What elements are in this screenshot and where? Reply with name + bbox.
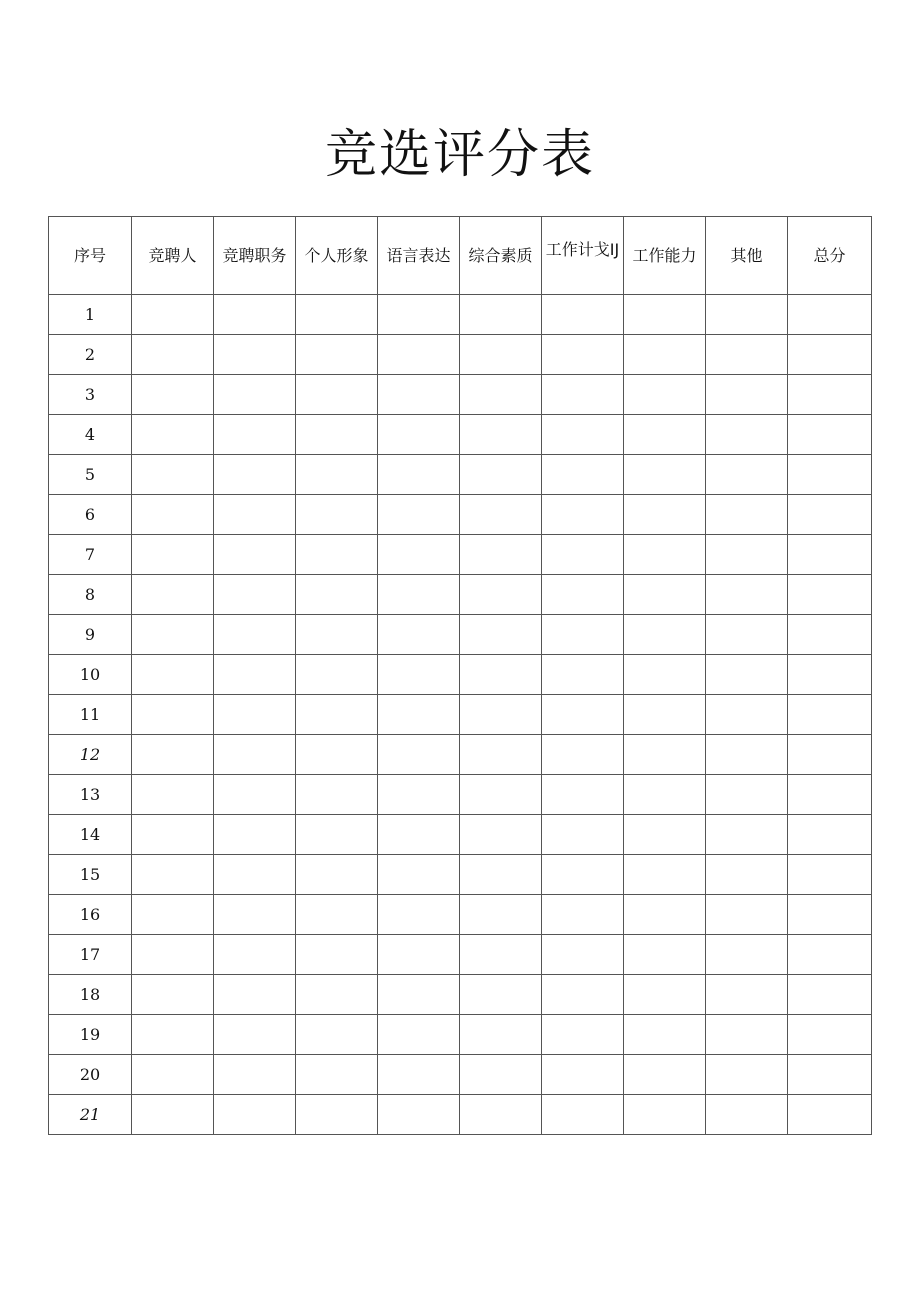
table-row [49, 655, 872, 695]
cell-plan[interactable] [542, 295, 624, 335]
table-row [49, 295, 872, 335]
table-body [49, 295, 872, 1135]
cell-position[interactable] [214, 415, 296, 455]
cell-other[interactable] [706, 335, 788, 375]
cell-ability[interactable] [624, 975, 706, 1015]
table-row [49, 575, 872, 615]
cell-candidate[interactable] [132, 775, 214, 815]
cell-position[interactable] [214, 495, 296, 535]
cell-other[interactable] [706, 695, 788, 735]
cell-position[interactable] [214, 655, 296, 695]
row-seq-cell: 15 [49, 855, 132, 895]
cell-plan[interactable] [542, 895, 624, 935]
cell-other[interactable] [706, 295, 788, 335]
header-candidate: 竞聘人 [132, 217, 214, 295]
header-plan [542, 217, 624, 295]
cell-other[interactable] [706, 1055, 788, 1095]
cell-appearance[interactable] [296, 1055, 378, 1095]
cell-candidate[interactable] [132, 295, 214, 335]
cell-appearance[interactable] [296, 575, 378, 615]
table-row [49, 1015, 872, 1055]
cell-total[interactable] [788, 855, 872, 895]
cell-candidate[interactable] [132, 375, 214, 415]
cell-other[interactable] [706, 455, 788, 495]
table-row [49, 495, 872, 535]
cell-appearance[interactable] [296, 615, 378, 655]
row-seq-cell: 16 [49, 895, 132, 935]
cell-plan[interactable] [542, 1015, 624, 1055]
cell-ability[interactable] [624, 695, 706, 735]
cell-quality[interactable] [460, 1055, 542, 1095]
cell-ability[interactable] [624, 455, 706, 495]
cell-quality[interactable] [460, 575, 542, 615]
cell-expression[interactable] [378, 535, 460, 575]
cell-total[interactable] [788, 895, 872, 935]
cell-quality[interactable] [460, 815, 542, 855]
cell-expression[interactable] [378, 415, 460, 455]
header-position: 竞聘职务 [214, 217, 296, 295]
cell-total[interactable] [788, 775, 872, 815]
cell-appearance[interactable] [296, 855, 378, 895]
cell-plan[interactable] [542, 615, 624, 655]
cell-candidate[interactable] [132, 535, 214, 575]
cell-appearance[interactable] [296, 935, 378, 975]
cell-ability[interactable] [624, 735, 706, 775]
cell-appearance[interactable] [296, 975, 378, 1015]
cell-quality[interactable] [460, 975, 542, 1015]
cell-other[interactable] [706, 855, 788, 895]
cell-position[interactable] [214, 1095, 296, 1135]
cell-appearance[interactable] [296, 1015, 378, 1055]
cell-appearance[interactable] [296, 535, 378, 575]
cell-other[interactable] [706, 1095, 788, 1135]
cell-appearance[interactable] [296, 895, 378, 935]
cell-plan[interactable] [542, 455, 624, 495]
cell-total[interactable] [788, 695, 872, 735]
cell-candidate[interactable] [132, 575, 214, 615]
cell-plan[interactable] [542, 935, 624, 975]
row-seq-cell: 17 [49, 935, 132, 975]
cell-position[interactable] [214, 735, 296, 775]
cell-other[interactable] [706, 415, 788, 455]
cell-candidate[interactable] [132, 655, 214, 695]
cell-quality[interactable] [460, 415, 542, 455]
row-seq-cell: 8 [49, 575, 132, 615]
cell-candidate[interactable] [132, 895, 214, 935]
cell-total[interactable] [788, 575, 872, 615]
cell-expression[interactable] [378, 1015, 460, 1055]
table-row [49, 375, 872, 415]
cell-position[interactable] [214, 815, 296, 855]
cell-candidate[interactable] [132, 1095, 214, 1135]
table-row [49, 1055, 872, 1095]
cell-candidate[interactable] [132, 495, 214, 535]
cell-quality[interactable] [460, 855, 542, 895]
cell-plan[interactable] [542, 375, 624, 415]
header-other: 其他 [706, 217, 788, 295]
cell-position[interactable] [214, 375, 296, 415]
page-title: 竞选评分表 [324, 125, 595, 185]
cell-plan[interactable] [542, 655, 624, 695]
cell-ability[interactable] [624, 335, 706, 375]
header-appearance: 个人形象 [296, 217, 378, 295]
row-seq-cell: 9 [49, 615, 132, 655]
cell-plan[interactable] [542, 1055, 624, 1095]
cell-ability[interactable] [624, 775, 706, 815]
table-row [49, 615, 872, 655]
cell-candidate[interactable] [132, 415, 214, 455]
cell-position[interactable] [214, 535, 296, 575]
cell-candidate[interactable] [132, 455, 214, 495]
cell-other[interactable] [706, 375, 788, 415]
cell-total[interactable] [788, 535, 872, 575]
cell-expression[interactable] [378, 1095, 460, 1135]
cell-other[interactable] [706, 975, 788, 1015]
cell-position[interactable] [214, 1055, 296, 1095]
table-row [49, 855, 872, 895]
cell-ability[interactable] [624, 295, 706, 335]
header-seq: 序号 [49, 217, 132, 295]
cell-expression[interactable] [378, 295, 460, 335]
cell-expression[interactable] [378, 375, 460, 415]
cell-plan[interactable] [542, 975, 624, 1015]
cell-plan[interactable] [542, 815, 624, 855]
cell-quality[interactable] [460, 775, 542, 815]
cell-appearance[interactable] [296, 495, 378, 535]
cell-total[interactable] [788, 735, 872, 775]
cell-total[interactable] [788, 1095, 872, 1135]
cell-position[interactable] [214, 695, 296, 735]
cell-quality[interactable] [460, 695, 542, 735]
cell-candidate[interactable] [132, 735, 214, 775]
cell-ability[interactable] [624, 415, 706, 455]
table-row [49, 975, 872, 1015]
cell-plan[interactable] [542, 735, 624, 775]
cell-quality[interactable] [460, 735, 542, 775]
cell-total[interactable] [788, 975, 872, 1015]
cell-ability[interactable] [624, 375, 706, 415]
cell-ability[interactable] [624, 1095, 706, 1135]
cell-quality[interactable] [460, 295, 542, 335]
cell-candidate[interactable] [132, 975, 214, 1015]
cell-ability[interactable] [624, 815, 706, 855]
cell-appearance[interactable] [296, 775, 378, 815]
cell-quality[interactable] [460, 615, 542, 655]
table-row [49, 415, 872, 455]
cell-plan[interactable] [542, 1095, 624, 1135]
cell-appearance[interactable] [296, 815, 378, 855]
cell-total[interactable] [788, 1015, 872, 1055]
cell-quality[interactable] [460, 535, 542, 575]
cell-quality[interactable] [460, 495, 542, 535]
cell-position[interactable] [214, 975, 296, 1015]
cell-total[interactable] [788, 295, 872, 335]
cell-total[interactable] [788, 815, 872, 855]
cell-ability[interactable] [624, 935, 706, 975]
cell-plan[interactable] [542, 495, 624, 535]
cell-quality[interactable] [460, 1015, 542, 1055]
cell-plan[interactable] [542, 855, 624, 895]
cell-plan[interactable] [542, 335, 624, 375]
cell-position[interactable] [214, 295, 296, 335]
cell-ability[interactable] [624, 1055, 706, 1095]
cell-ability[interactable] [624, 655, 706, 695]
row-seq-cell: 6 [49, 495, 132, 535]
cell-ability[interactable] [624, 575, 706, 615]
cell-appearance[interactable] [296, 695, 378, 735]
cell-candidate[interactable] [132, 815, 214, 855]
cell-ability[interactable] [624, 855, 706, 895]
row-seq-cell: 14 [49, 815, 132, 855]
cell-appearance[interactable] [296, 375, 378, 415]
cell-ability[interactable] [624, 495, 706, 535]
cell-position[interactable] [214, 575, 296, 615]
header-ability: 工作能力 [624, 217, 706, 295]
cell-expression[interactable] [378, 895, 460, 935]
row-seq-cell: 4 [49, 415, 132, 455]
cell-appearance[interactable] [296, 335, 378, 375]
cell-total[interactable] [788, 935, 872, 975]
cell-expression[interactable] [378, 735, 460, 775]
row-seq-cell: 1 [49, 295, 132, 335]
table-row [49, 815, 872, 855]
row-seq-cell: 5 [49, 455, 132, 495]
cell-ability[interactable] [624, 535, 706, 575]
cell-appearance[interactable] [296, 295, 378, 335]
cell-appearance[interactable] [296, 1095, 378, 1135]
cell-expression[interactable] [378, 455, 460, 495]
table-row [49, 895, 872, 935]
cell-position[interactable] [214, 895, 296, 935]
cell-appearance[interactable] [296, 415, 378, 455]
cell-expression[interactable] [378, 775, 460, 815]
table-row [49, 1095, 872, 1135]
cell-appearance[interactable] [296, 735, 378, 775]
score-table [48, 216, 872, 1135]
cell-other[interactable] [706, 735, 788, 775]
row-seq-cell: 21 [49, 1095, 132, 1135]
cell-candidate[interactable] [132, 935, 214, 975]
row-seq-cell: 3 [49, 375, 132, 415]
cell-position[interactable] [214, 855, 296, 895]
table-row [49, 935, 872, 975]
table-row [49, 735, 872, 775]
cell-expression[interactable] [378, 575, 460, 615]
cell-other[interactable] [706, 655, 788, 695]
cell-ability[interactable] [624, 615, 706, 655]
cell-expression[interactable] [378, 1055, 460, 1095]
table-row [49, 335, 872, 375]
cell-other[interactable] [706, 935, 788, 975]
cell-total[interactable] [788, 1055, 872, 1095]
cell-plan[interactable] [542, 535, 624, 575]
row-seq-cell: 12 [49, 735, 132, 775]
header-plan-label: 工作计戈IJ [545, 240, 620, 259]
cell-other[interactable] [706, 895, 788, 935]
row-seq-cell: 2 [49, 335, 132, 375]
cell-total[interactable] [788, 655, 872, 695]
cell-ability[interactable] [624, 1015, 706, 1055]
row-seq-cell: 7 [49, 535, 132, 575]
header-total: 总分 [788, 217, 872, 295]
table-row [49, 535, 872, 575]
cell-other[interactable] [706, 615, 788, 655]
cell-expression[interactable] [378, 335, 460, 375]
cell-total[interactable] [788, 415, 872, 455]
cell-candidate[interactable] [132, 615, 214, 655]
row-seq-cell: 13 [49, 775, 132, 815]
cell-position[interactable] [214, 615, 296, 655]
cell-total[interactable] [788, 335, 872, 375]
cell-plan[interactable] [542, 575, 624, 615]
cell-position[interactable] [214, 455, 296, 495]
cell-plan[interactable] [542, 695, 624, 735]
cell-candidate[interactable] [132, 855, 214, 895]
cell-position[interactable] [214, 775, 296, 815]
row-seq-cell: 18 [49, 975, 132, 1015]
cell-appearance[interactable] [296, 455, 378, 495]
cell-expression[interactable] [378, 655, 460, 695]
cell-other[interactable] [706, 775, 788, 815]
cell-candidate[interactable] [132, 1055, 214, 1095]
cell-quality[interactable] [460, 335, 542, 375]
cell-expression[interactable] [378, 935, 460, 975]
row-seq-cell: 10 [49, 655, 132, 695]
cell-quality[interactable] [460, 1095, 542, 1135]
header-quality: 综合素质 [460, 217, 542, 295]
cell-expression[interactable] [378, 615, 460, 655]
cell-position[interactable] [214, 335, 296, 375]
cell-plan[interactable] [542, 415, 624, 455]
cell-total[interactable] [788, 455, 872, 495]
cell-other[interactable] [706, 575, 788, 615]
cell-expression[interactable] [378, 495, 460, 535]
cell-quality[interactable] [460, 935, 542, 975]
cell-expression[interactable] [378, 815, 460, 855]
table-row [49, 695, 872, 735]
cell-other[interactable] [706, 815, 788, 855]
cell-quality[interactable] [460, 895, 542, 935]
cell-other[interactable] [706, 1015, 788, 1055]
cell-candidate[interactable] [132, 695, 214, 735]
cell-appearance[interactable] [296, 655, 378, 695]
cell-quality[interactable] [460, 375, 542, 415]
cell-quality[interactable] [460, 455, 542, 495]
cell-expression[interactable] [378, 975, 460, 1015]
cell-expression[interactable] [378, 855, 460, 895]
cell-other[interactable] [706, 535, 788, 575]
cell-ability[interactable] [624, 895, 706, 935]
cell-candidate[interactable] [132, 335, 214, 375]
row-seq-cell: 19 [49, 1015, 132, 1055]
cell-candidate[interactable] [132, 1015, 214, 1055]
cell-quality[interactable] [460, 655, 542, 695]
cell-total[interactable] [788, 495, 872, 535]
row-seq-cell: 20 [49, 1055, 132, 1095]
header-expression: 语言表达 [378, 217, 460, 295]
cell-position[interactable] [214, 1015, 296, 1055]
cell-position[interactable] [214, 935, 296, 975]
cell-other[interactable] [706, 495, 788, 535]
table-row [49, 775, 872, 815]
cell-plan[interactable] [542, 775, 624, 815]
row-seq-cell: 11 [49, 695, 132, 735]
header-row [49, 217, 872, 295]
table-row [49, 455, 872, 495]
cell-total[interactable] [788, 615, 872, 655]
cell-expression[interactable] [378, 695, 460, 735]
cell-total[interactable] [788, 375, 872, 415]
